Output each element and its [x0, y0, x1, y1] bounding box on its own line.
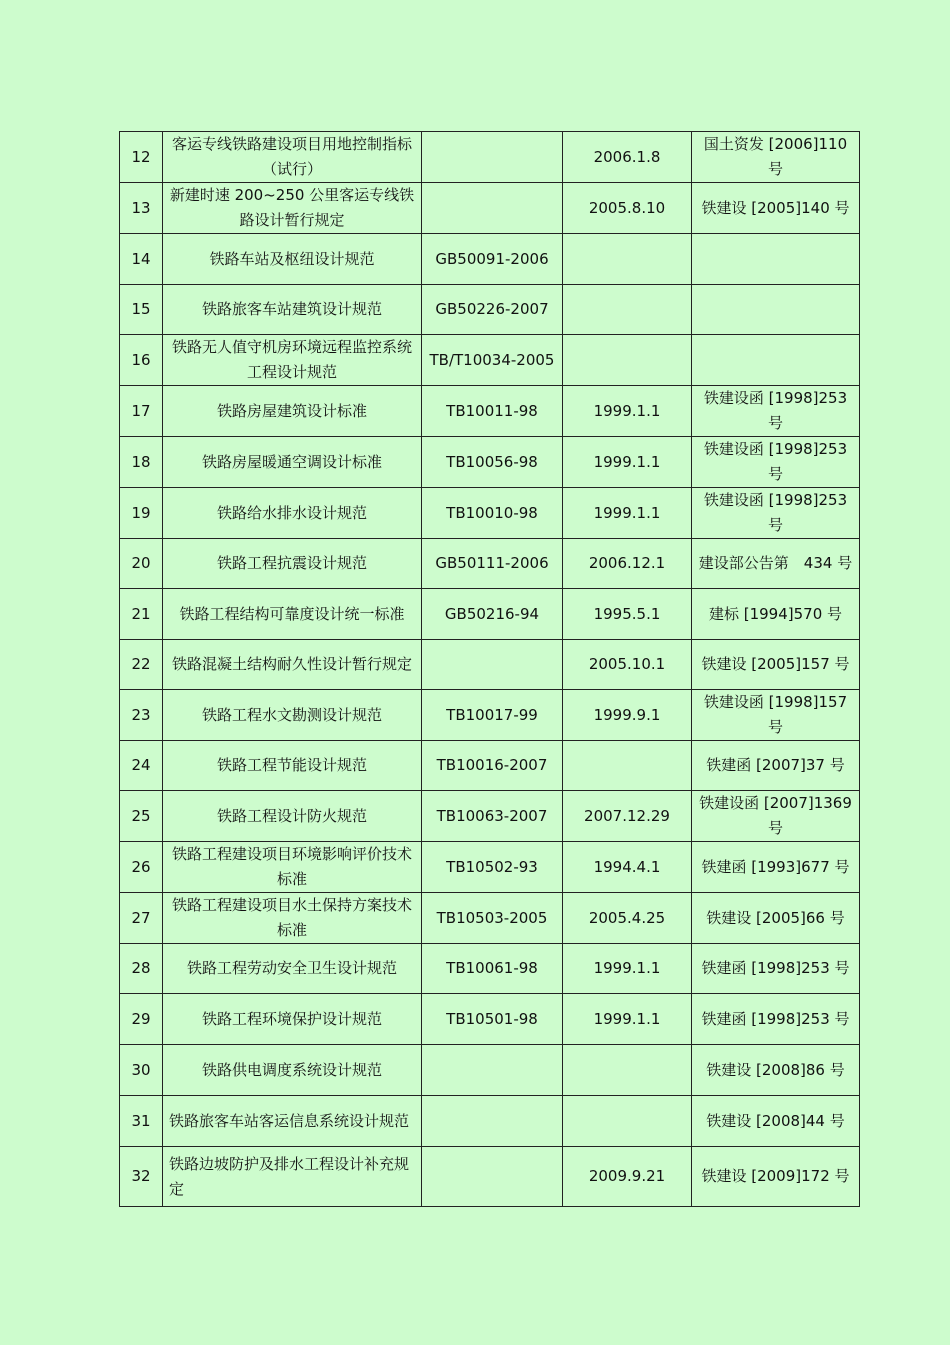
row-number: 23: [120, 690, 163, 741]
standard-code: TB10010-98: [422, 488, 563, 539]
standard-name: 铁路供电调度系统设计规范: [163, 1045, 422, 1096]
effective-date: 1999.9.1: [563, 690, 692, 741]
standard-code: TB10011-98: [422, 386, 563, 437]
table-row: [120, 285, 860, 335]
effective-date: 2009.9.21: [563, 1147, 692, 1207]
issuing-document: 国土资发 [2006]110 号: [692, 132, 860, 183]
standard-code: TB10017-99: [422, 690, 563, 741]
standard-code: GB50216-94: [422, 589, 563, 640]
effective-date: 2007.12.29: [563, 791, 692, 842]
table-row: [120, 234, 860, 285]
row-number: 28: [120, 944, 163, 994]
standard-code: TB10063-2007: [422, 791, 563, 842]
issuing-document: 铁建函 [2007]37 号: [692, 741, 860, 791]
table-row: [120, 1045, 860, 1096]
standard-code: [422, 640, 563, 690]
effective-date: [563, 335, 692, 386]
standard-code: [422, 183, 563, 234]
table-row: [120, 488, 860, 539]
standard-name: 铁路工程环境保护设计规范: [163, 994, 422, 1045]
row-number: 26: [120, 842, 163, 893]
issuing-document: 铁建设 [2005]140 号: [692, 183, 860, 234]
row-number: 21: [120, 589, 163, 640]
issuing-document: 铁建设函 [1998]253 号: [692, 437, 860, 488]
standard-name: 铁路无人值守机房环境远程监控系统工程设计规范: [163, 335, 422, 386]
effective-date: [563, 234, 692, 285]
effective-date: [563, 285, 692, 335]
issuing-document: 铁建设函 [1998]157 号: [692, 690, 860, 741]
standard-code: GB50226-2007: [422, 285, 563, 335]
issuing-document: 铁建函 [1993]677 号: [692, 842, 860, 893]
row-number: 27: [120, 893, 163, 944]
standard-name: 铁路房屋暖通空调设计标准: [163, 437, 422, 488]
table-row: [120, 690, 860, 741]
issuing-document: [692, 285, 860, 335]
effective-date: [563, 1045, 692, 1096]
standard-name: 铁路旅客车站客运信息系统设计规范: [163, 1096, 422, 1147]
effective-date: [563, 741, 692, 791]
table-row: [120, 589, 860, 640]
row-number: 32: [120, 1147, 163, 1207]
standard-code: TB/T10034-2005: [422, 335, 563, 386]
table-row: [120, 741, 860, 791]
effective-date: 1999.1.1: [563, 994, 692, 1045]
standard-name: 铁路工程水文勘测设计规范: [163, 690, 422, 741]
table-row: [120, 539, 860, 589]
standard-name: 铁路房屋建筑设计标准: [163, 386, 422, 437]
standards-table: [119, 131, 860, 1207]
effective-date: 1999.1.1: [563, 386, 692, 437]
row-number: 12: [120, 132, 163, 183]
standard-code: TB10061-98: [422, 944, 563, 994]
table-row: [120, 842, 860, 893]
standard-code: TB10501-98: [422, 994, 563, 1045]
issuing-document: 铁建设 [2009]172 号: [692, 1147, 860, 1207]
standard-name: 铁路旅客车站建筑设计规范: [163, 285, 422, 335]
row-number: 19: [120, 488, 163, 539]
issuing-document: [692, 335, 860, 386]
table-row: [120, 640, 860, 690]
effective-date: 2006.1.8: [563, 132, 692, 183]
row-number: 17: [120, 386, 163, 437]
table-row: [120, 994, 860, 1045]
table-row: [120, 437, 860, 488]
issuing-document: [692, 234, 860, 285]
standard-name: 铁路工程设计防火规范: [163, 791, 422, 842]
standard-code: TB10016-2007: [422, 741, 563, 791]
standard-code: GB50091-2006: [422, 234, 563, 285]
table-row: [120, 1147, 860, 1207]
effective-date: 1999.1.1: [563, 488, 692, 539]
table-row: [120, 791, 860, 842]
issuing-document: 建标 [1994]570 号: [692, 589, 860, 640]
effective-date: 2005.4.25: [563, 893, 692, 944]
effective-date: [563, 1096, 692, 1147]
effective-date: 2006.12.1: [563, 539, 692, 589]
row-number: 16: [120, 335, 163, 386]
row-number: 14: [120, 234, 163, 285]
row-number: 22: [120, 640, 163, 690]
table-row: [120, 893, 860, 944]
standard-name: 铁路工程节能设计规范: [163, 741, 422, 791]
standard-name: 铁路工程抗震设计规范: [163, 539, 422, 589]
issuing-document: 铁建设函 [1998]253 号: [692, 488, 860, 539]
row-number: 13: [120, 183, 163, 234]
table-row: [120, 1096, 860, 1147]
effective-date: 1999.1.1: [563, 944, 692, 994]
issuing-document: 铁建函 [1998]253 号: [692, 994, 860, 1045]
table-row: [120, 183, 860, 234]
standard-name: 铁路工程建设项目环境影响评价技术标准: [163, 842, 422, 893]
row-number: 18: [120, 437, 163, 488]
standard-name: 铁路给水排水设计规范: [163, 488, 422, 539]
row-number: 31: [120, 1096, 163, 1147]
row-number: 29: [120, 994, 163, 1045]
standards-table-body: [120, 132, 860, 1207]
standard-name: 新建时速 200~250 公里客运专线铁路设计暂行规定: [163, 183, 422, 234]
row-number: 30: [120, 1045, 163, 1096]
standard-name: 客运专线铁路建设项目用地控制指标（试行）: [163, 132, 422, 183]
standard-code: TB10502-93: [422, 842, 563, 893]
row-number: 20: [120, 539, 163, 589]
row-number: 25: [120, 791, 163, 842]
table-row: [120, 335, 860, 386]
effective-date: 1995.5.1: [563, 589, 692, 640]
table-row: [120, 386, 860, 437]
standard-name: 铁路工程建设项目水土保持方案技术标准: [163, 893, 422, 944]
table-row: [120, 944, 860, 994]
standard-name: 铁路工程结构可靠度设计统一标准: [163, 589, 422, 640]
standard-code: TB10503-2005: [422, 893, 563, 944]
standard-name: 铁路混凝土结构耐久性设计暂行规定: [163, 640, 422, 690]
issuing-document: 铁建设 [2005]157 号: [692, 640, 860, 690]
standard-code: TB10056-98: [422, 437, 563, 488]
row-number: 24: [120, 741, 163, 791]
issuing-document: 建设部公告第 434 号: [692, 539, 860, 589]
issuing-document: 铁建设 [2008]86 号: [692, 1045, 860, 1096]
effective-date: 1999.1.1: [563, 437, 692, 488]
row-number: 15: [120, 285, 163, 335]
standard-name: 铁路工程劳动安全卫生设计规范: [163, 944, 422, 994]
standard-code: [422, 1147, 563, 1207]
standard-code: [422, 132, 563, 183]
issuing-document: 铁建设 [2008]44 号: [692, 1096, 860, 1147]
standard-code: GB50111-2006: [422, 539, 563, 589]
effective-date: 1994.4.1: [563, 842, 692, 893]
effective-date: 2005.10.1: [563, 640, 692, 690]
table-row: [120, 132, 860, 183]
issuing-document: 铁建设函 [1998]253 号: [692, 386, 860, 437]
standard-code: [422, 1096, 563, 1147]
standard-code: [422, 1045, 563, 1096]
issuing-document: 铁建设函 [2007]1369 号: [692, 791, 860, 842]
standard-name: 铁路边坡防护及排水工程设计补充规定: [163, 1147, 422, 1207]
effective-date: 2005.8.10: [563, 183, 692, 234]
issuing-document: 铁建设 [2005]66 号: [692, 893, 860, 944]
standard-name: 铁路车站及枢纽设计规范: [163, 234, 422, 285]
issuing-document: 铁建函 [1998]253 号: [692, 944, 860, 994]
